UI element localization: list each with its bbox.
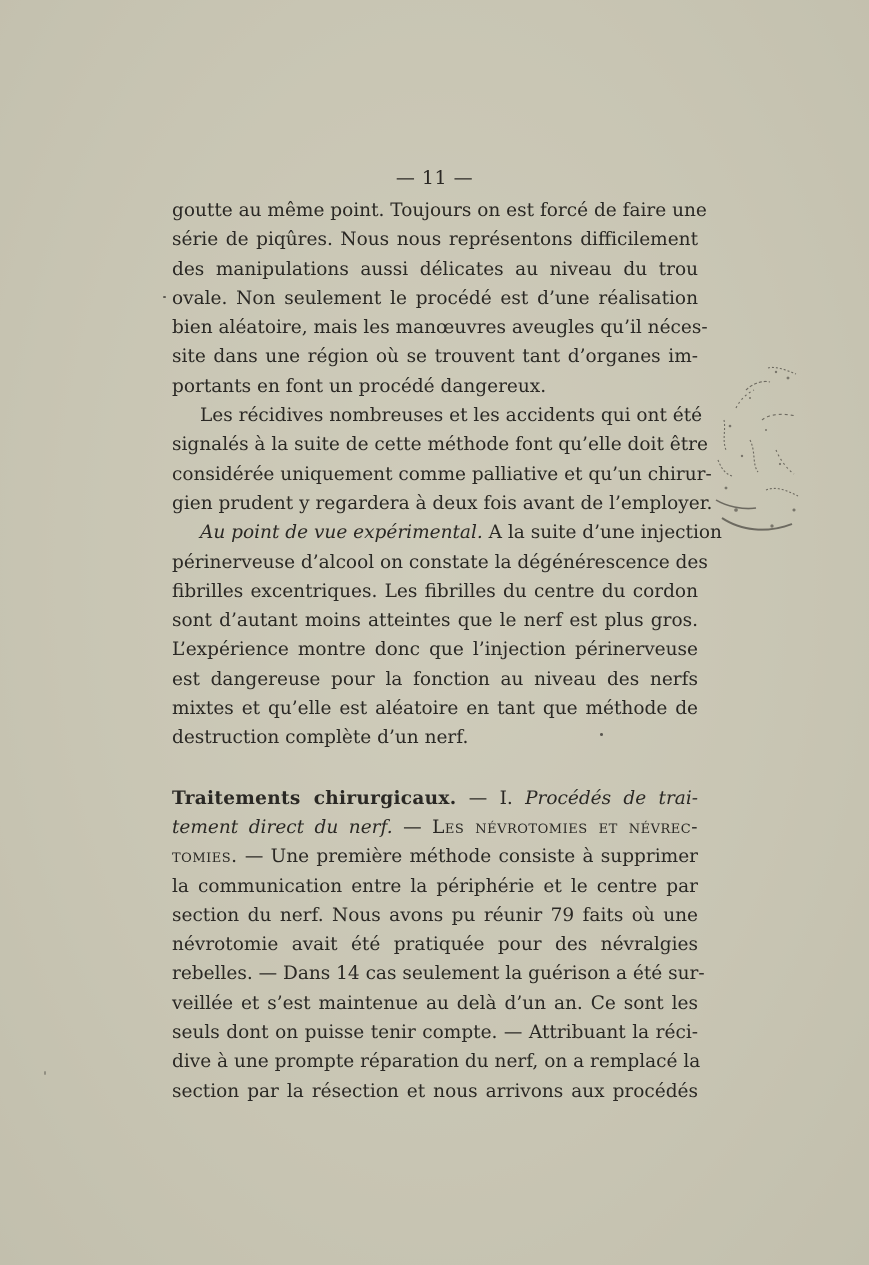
text-line: goutte au même point. Toujours on est forcé de faire une <box>172 200 707 221</box>
text-line: bien aléatoire, mais les manœuvres aveugles qu’il néces- <box>172 317 708 339</box>
text-line: la communication entre la périphérie et le centre par <box>172 875 698 897</box>
paragraph-1 <box>172 196 708 401</box>
text-line: fibrilles excentriques. Les fibrilles du centre du cordon <box>172 580 698 602</box>
text-line: L’expérience montre donc que l’injection périnerveuse <box>172 639 698 661</box>
smallcaps-heading: tomies. <box>172 846 238 868</box>
body-text <box>172 196 722 1106</box>
italic-heading: Au point de vue expérimental. <box>200 522 483 544</box>
text-line: veillée et s’est maintenue au delà d’un an. Ce sont les <box>172 992 698 1014</box>
text-line: dive à une prompte réparation du nerf, on a remplacé la <box>172 1051 701 1073</box>
text-line: seuls dont on puisse tenir compte. — Attribuant la réci- <box>172 1022 698 1044</box>
page-number: — 11 — <box>395 167 474 189</box>
paragraph-4 <box>172 784 705 1106</box>
text-line: est dangereuse pour la fonction au niveau des nerfs <box>172 668 698 690</box>
section-heading: Traitements chirurgicaux. <box>172 787 457 809</box>
text-line: signalés à la suite de cette méthode font qu’elle doit être <box>172 434 708 456</box>
text-run: — Une première méthode consiste à supprimer <box>237 846 698 868</box>
text-line: considérée uniquement comme palliative et qu’un chirur- <box>172 463 712 485</box>
text-line: section du nerf. Nous avons pu réunir 79 faits où une <box>172 904 698 926</box>
text-line: névrotomie avait été pratiquée pour des névralgies <box>172 934 698 956</box>
paragraph-3 <box>172 518 722 752</box>
text-line: Les récidives nombreuses et les accidents qui ont été <box>200 405 703 427</box>
text-line: destruction complète d’un nerf. <box>172 727 469 749</box>
paragraph-2 <box>172 401 713 518</box>
text-line: mixtes et qu’elle est aléatoire en tant que méthode de <box>172 698 698 720</box>
italic-subheading: Procédés de trai- <box>525 787 698 809</box>
text-line: gien prudent y regardera à deux fois avant de l’employer. <box>172 492 713 514</box>
italic-subheading: tement direct du nerf. <box>172 816 393 838</box>
text-line <box>172 784 698 813</box>
text-line: section par la résection et nous arrivons aux procédés <box>172 1080 698 1102</box>
text-line: ovale. Non seulement le procédé est d’une réalisation <box>172 287 698 309</box>
text-line: sont d’autant moins atteintes que le nerf est plus gros. <box>172 610 698 632</box>
text-run: — <box>392 816 433 838</box>
paper-speck <box>44 1071 46 1075</box>
paper-speck <box>163 296 166 298</box>
text-line <box>172 518 722 547</box>
text-line: série de piqûres. Nous nous représentons difficilement <box>172 229 698 251</box>
text-line <box>172 842 698 871</box>
text-line: des manipulations aussi délicates au niveau du trou <box>172 258 698 280</box>
text-run: A la suite d’une injection <box>482 522 722 544</box>
text-line <box>172 813 698 842</box>
paragraph-gap <box>172 753 698 784</box>
text-line: portants en font un procédé dangereux. <box>172 375 547 397</box>
text-line: site dans une région où se trouvent tant d’organes im- <box>172 346 698 368</box>
library-stamp-mark <box>706 360 800 544</box>
text-line: périnerveuse d’alcool on constate la dégénérescence des <box>172 551 708 573</box>
smallcaps-heading: Les névrotomies et névrec- <box>432 816 698 838</box>
text-run: — I. <box>456 787 526 809</box>
paper-speck <box>600 733 603 736</box>
text-line: rebelles. — Dans 14 cas seulement la guérison a été sur- <box>172 963 705 985</box>
